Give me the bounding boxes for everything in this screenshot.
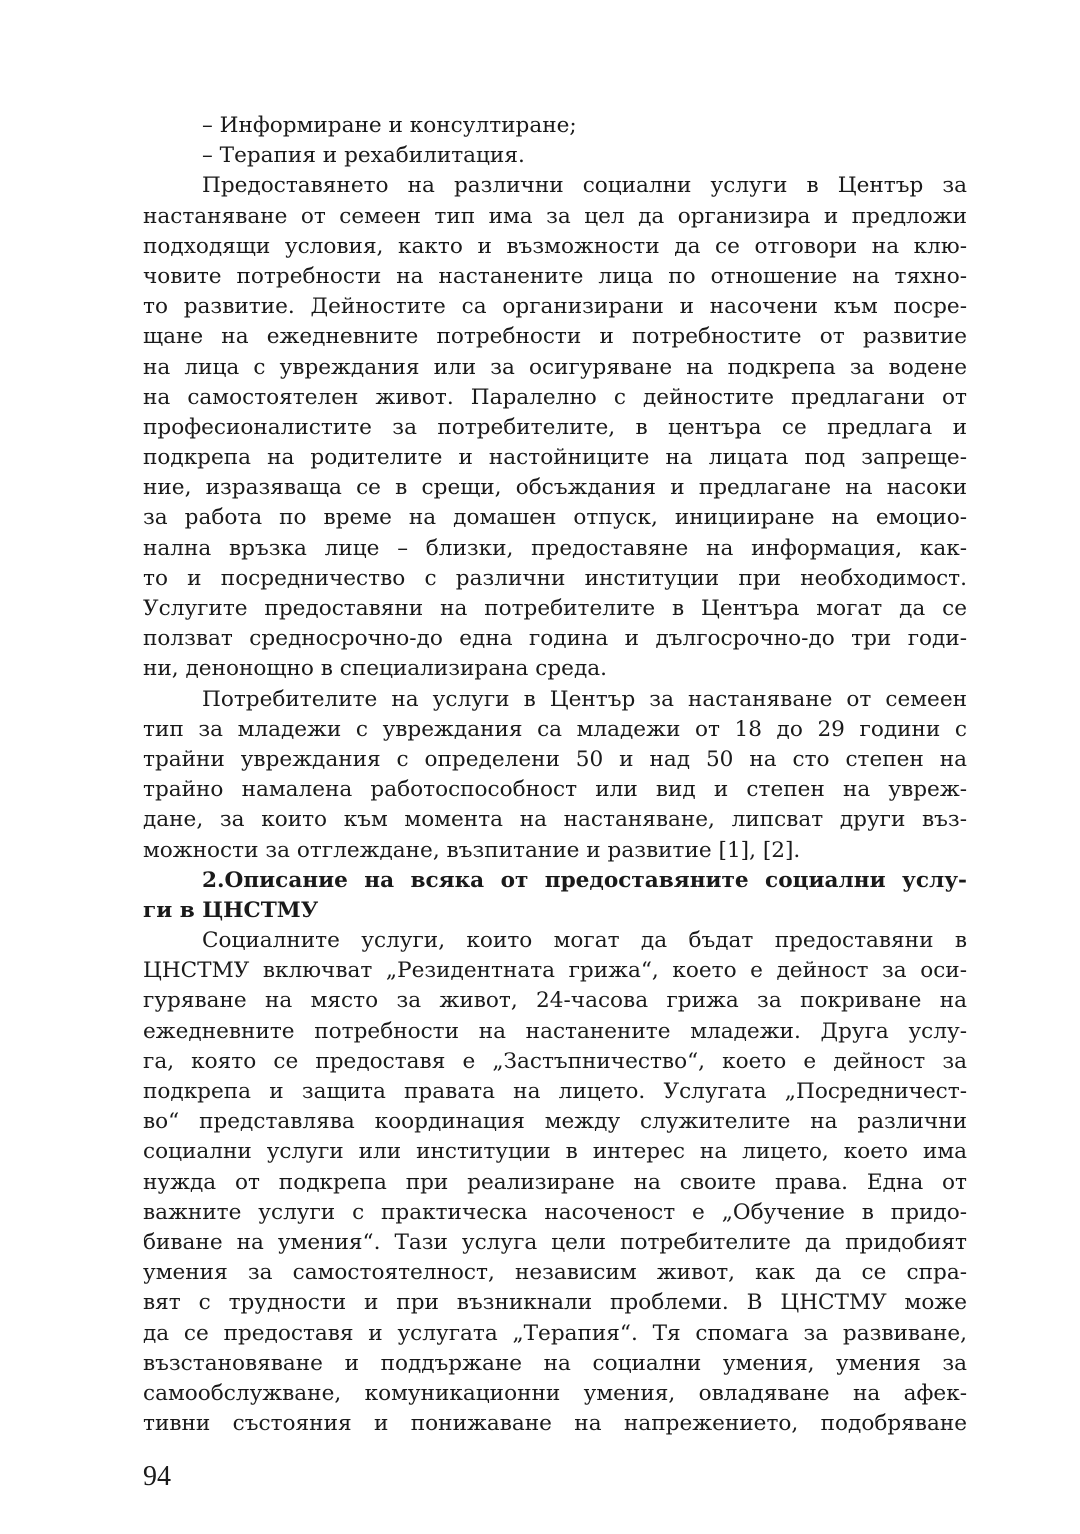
text-line: на самостоятелен живот. Паралелно с дейностите предлагани от bbox=[143, 384, 967, 410]
page-number: 94 bbox=[143, 1461, 171, 1492]
text-line: социални услуги или институции в интерес на лицето, което има bbox=[143, 1139, 967, 1165]
text-line: га, която се предоставя е „Застъпничество“, което е дейност за bbox=[143, 1048, 967, 1074]
text-line: нална връзка лице – близки, предоставяне на информация, как- bbox=[143, 535, 967, 561]
text-line: дане, за които към момента на настаняване, липсват други въз- bbox=[143, 807, 967, 833]
text-line: тивни състояния и понижаване на напрежението, подобряване bbox=[143, 1411, 967, 1437]
text-line: трайно намалена работоспособност или вид и степен на увреж- bbox=[143, 777, 967, 803]
text-line: гуряване на място за живот, 24-часова грижа за покриване на bbox=[143, 988, 967, 1014]
text-line: възстановяване и поддържане на социални умения, умения за bbox=[143, 1350, 967, 1376]
text-line: човите потребности на настанените лица по отношение на тяхно- bbox=[143, 263, 967, 289]
text-line: – Терапия и рехабилитация. bbox=[202, 143, 525, 169]
text-line: подкрепа на родителите и настойниците на лицата под запреще- bbox=[143, 445, 967, 471]
text-line: Социалните услуги, които могат да бъдат предоставяни в bbox=[202, 928, 967, 954]
text-line: ежедневните потребности на настанените младежи. Друга услу- bbox=[143, 1018, 967, 1044]
text-line: то и посредничество с различни институции при необходимост. bbox=[143, 565, 967, 591]
text-line: ползват средносрочно-до една година и дългосрочно-до три годи- bbox=[143, 626, 967, 652]
text-line: Потребителите на услуги в Център за настаняване от семеен bbox=[202, 686, 967, 712]
text-line: вят с трудности и при възникнали проблеми. В ЦНСТМУ може bbox=[143, 1290, 967, 1316]
text-line: – Информиране и консултиране; bbox=[202, 113, 577, 138]
text-line: умения за самостоятелност, независим живот, как да се спра- bbox=[143, 1260, 967, 1286]
text-line: ЦНСТМУ включват „Резидентната грижа“, което е дейност за оси- bbox=[143, 958, 967, 984]
text-line: Предоставянето на различни социални услуги в Център за bbox=[202, 173, 967, 199]
text-line: можности за отглеждане, възпитание и развитие [1], [2]. bbox=[143, 837, 801, 863]
text-line: самообслужване, комуникационни умения, овладяване на афек- bbox=[143, 1380, 967, 1406]
body-text bbox=[143, 111, 967, 1439]
text-line: Услугите предоставяни на потребителите в Центъра могат да се bbox=[143, 596, 967, 621]
section-heading-line: 2.Описание на всяка от предоставяните социални услу- bbox=[202, 867, 967, 893]
text-line: ни, денонощно в специализирана среда. bbox=[143, 656, 607, 682]
text-line: важните услуги с практическа насоченост е „Обучение в придо- bbox=[143, 1199, 967, 1225]
text-line: на лица с увреждания или за осигуряване на подкрепа за водене bbox=[143, 354, 967, 380]
section-heading-line: ги в ЦНСТМУ bbox=[143, 897, 319, 923]
text-line: ние, изразяваща се в срещи, обсъждания и предлагане на насоки bbox=[143, 475, 967, 501]
text-line: професионалистите за потребителите, в центъра се предлага и bbox=[143, 414, 967, 440]
text-line: подходящи условия, както и възможности да се отговори на клю- bbox=[143, 233, 967, 259]
text-line: настаняване от семеен тип има за цел да организира и предложи bbox=[143, 203, 967, 229]
text-line: тип за младежи с увреждания са младежи от 18 до 29 години с bbox=[143, 716, 967, 742]
text-line: нужда от подкрепа при реализиране на своите права. Една от bbox=[143, 1169, 967, 1195]
text-line: подкрепа и защита правата на лицето. Услугата „Посредничест- bbox=[143, 1079, 967, 1104]
text-line: во“ представлява координация между служителите на различни bbox=[143, 1109, 967, 1135]
text-line: биване на умения“. Тази услуга цели потребителите да придобият bbox=[143, 1229, 967, 1255]
text-line: щане на ежедневните потребности и потребностите от развитие bbox=[143, 324, 967, 350]
text-line: да се предоставя и услугата „Терапия“. Тя спомага за развиване, bbox=[143, 1320, 967, 1346]
text-line: за работа по време на домашен отпуск, иницииране на емоцио- bbox=[143, 505, 967, 531]
text-line: трайни увреждания с определени 50 и над 50 на сто степен на bbox=[143, 746, 967, 772]
text-line: то развитие. Дейностите са организирани и насочени към посре- bbox=[143, 294, 967, 320]
